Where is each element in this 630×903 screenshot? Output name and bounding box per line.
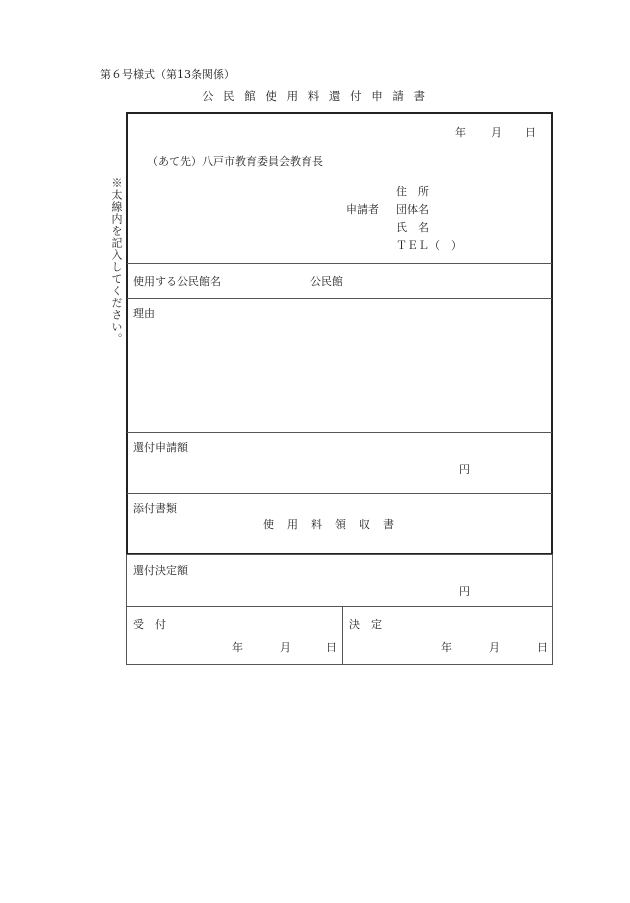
applicant-label: 申請者 (346, 203, 379, 216)
attachments-label: 添付書類 (133, 502, 177, 515)
attachment-receipt: 使 用 料 領 収 書 (263, 518, 395, 531)
applicant-section-frame (126, 112, 553, 555)
divider-line (127, 432, 552, 433)
divider-line (127, 298, 552, 299)
decision-label: 決 定 (349, 618, 382, 631)
form-number: 第６号様式（第13条関係） (100, 68, 235, 81)
tel-label: ＴＥＬ（ ） (396, 239, 462, 252)
divider-line (342, 607, 343, 664)
facility-suffix: 公民館 (310, 275, 343, 288)
refund-request-yen: 円 (459, 463, 470, 476)
receipt-year: 年 (232, 641, 243, 654)
side-note: ※太線内を記入してください。 (110, 177, 123, 345)
divider-line (127, 606, 552, 607)
application-date-month: 月 (491, 126, 502, 139)
decision-year: 年 (441, 641, 452, 654)
decision-month: 月 (489, 641, 500, 654)
divider-line (127, 263, 552, 264)
addressee: （あて先）八戸市教育委員会教育長 (147, 155, 323, 168)
divider-line (127, 493, 552, 494)
decision-day: 日 (537, 641, 548, 654)
receipt-day: 日 (326, 641, 337, 654)
refund-decision-label: 還付決定額 (133, 564, 188, 577)
facility-label: 使用する公民館名 (133, 275, 221, 288)
group-name-label: 団体名 (396, 203, 429, 216)
refund-decision-yen: 円 (459, 585, 470, 598)
application-date-year: 年 (455, 126, 466, 139)
receipt-label: 受 付 (133, 618, 166, 631)
name-label: 氏 名 (396, 221, 429, 234)
reason-label: 理由 (133, 307, 155, 320)
application-date-day: 日 (525, 126, 536, 139)
document-title: 公 民 館 使 用 料 還 付 申 請 書 (201, 89, 429, 103)
refund-request-label: 還付申請額 (133, 441, 188, 454)
receipt-month: 月 (280, 641, 291, 654)
address-label: 住 所 (396, 185, 429, 198)
